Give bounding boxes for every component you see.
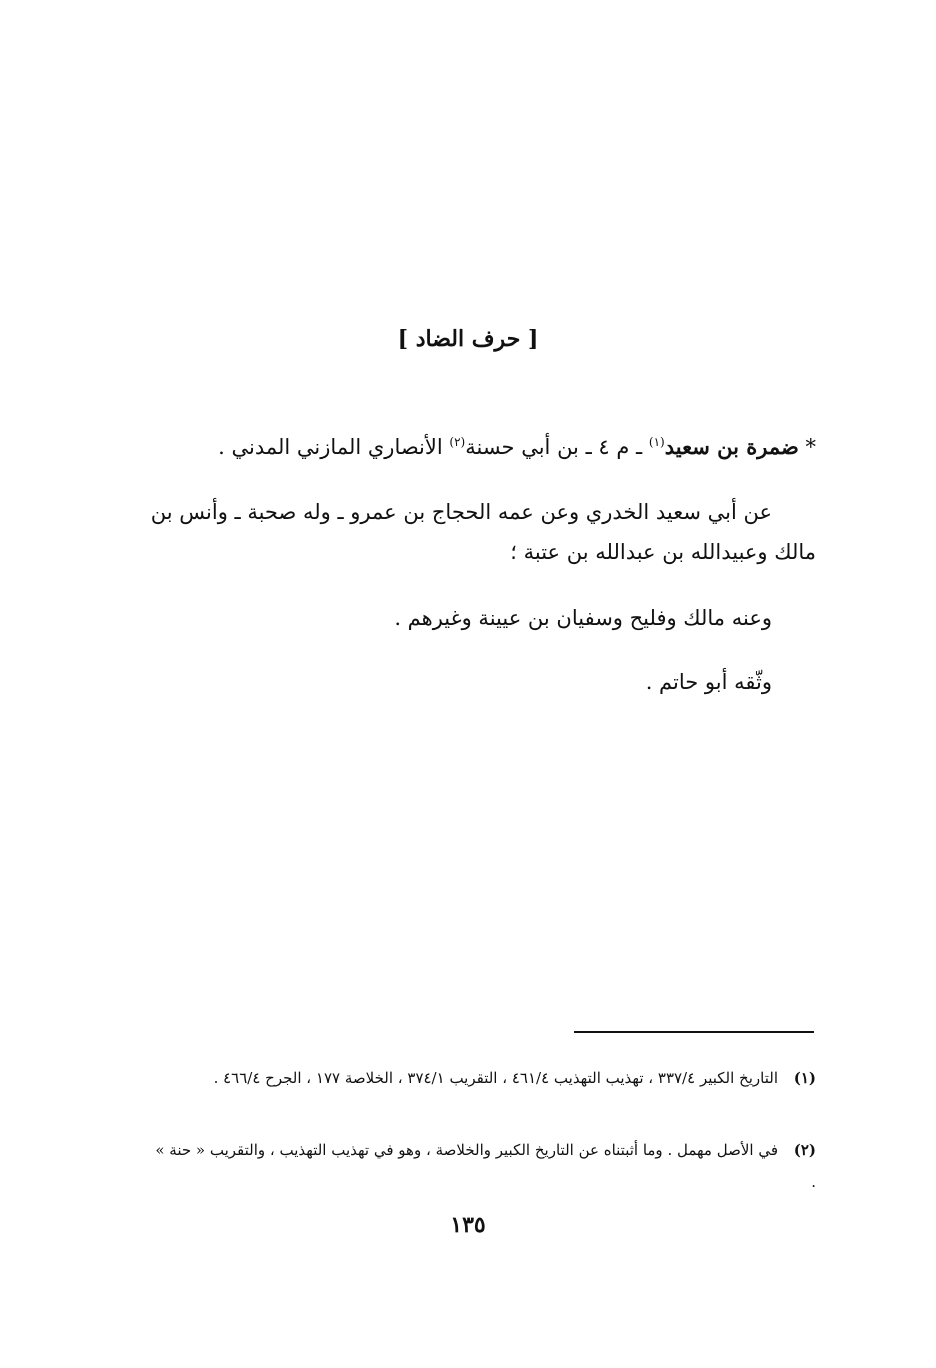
chapter-title: [ حرف الضاد ] <box>397 326 539 352</box>
entry-middle: ـ م ٤ ـ بن أبي حسنة <box>465 435 649 459</box>
entry-rest: الأنصاري المازني المدني . <box>218 435 450 459</box>
paragraph-narrators-from: عن أبي سعيد الخدري وعن عمه الحجاج بن عمرو ـ وله صحبة ـ وأنس بن مالك وعبيدالله بن عبدالله بن عتبة ؛ <box>150 500 816 564</box>
footnote-2 <box>146 1134 816 1198</box>
footnote-ref-2[interactable]: (٢) <box>449 435 466 449</box>
footnote-text: في الأصل مهمل . وما أثبتناه عن التاريخ الكبير والخلاصة ، وهو في تهذيب التهذيب ، والتقريب « حنة » . <box>155 1141 816 1191</box>
footnote-ref-1[interactable]: (١) <box>648 435 665 449</box>
footnote-divider <box>574 1031 814 1033</box>
footnote-number: (١) <box>793 1069 816 1087</box>
entry-heading <box>146 428 816 466</box>
entry-bullet: * <box>798 435 816 459</box>
page-number: ١٣٥ <box>450 1212 486 1238</box>
paragraph-narrators-to: وعنه مالك وفليح وسفيان بن عيينة وغيرهم . <box>394 606 772 630</box>
footnote-1 <box>146 1062 816 1094</box>
footnote-text: التاريخ الكبير ٣٣٧/٤ ، تهذيب التهذيب ٤٦١/٤ ، التقريب ٣٧٤/١ ، الخلاصة ١٧٧ ، الجرح ٤٦٦/٤ . <box>213 1069 778 1087</box>
footnote-number: (٢) <box>793 1141 816 1159</box>
entry-name: ضمرة بن سعيد <box>664 434 799 459</box>
paragraph-grading: وثّقه أبو حاتم . <box>645 670 772 694</box>
